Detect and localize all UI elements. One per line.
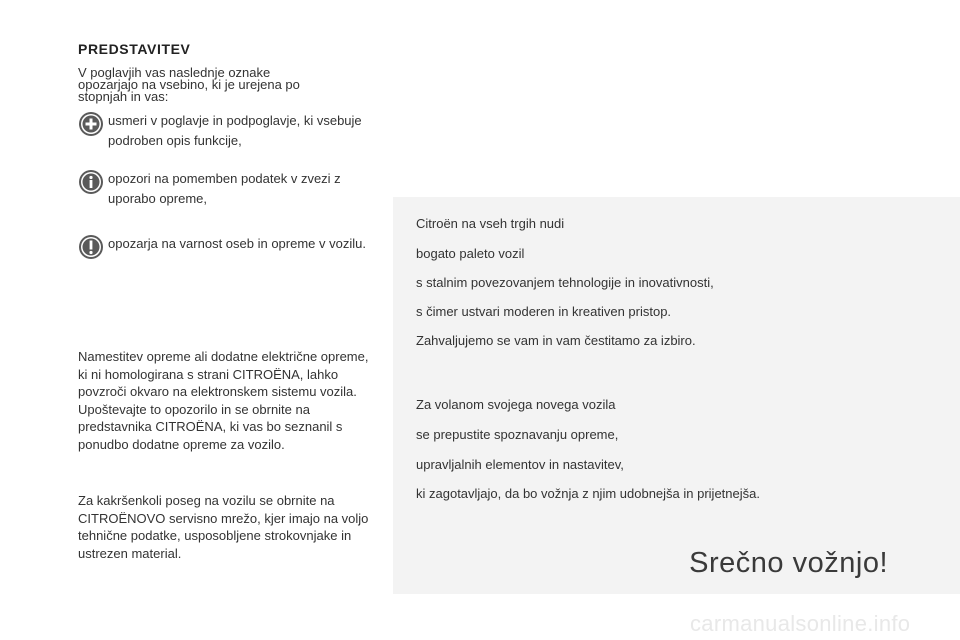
service-network-paragraph: Za kakršenkoli poseg na vozilu se obrnite na CITROËNOVO servisno mrežo, kjer imajo na voljo tehnične podatke, usposobljene strokovnjake in ustrezen material. [78, 493, 369, 561]
info-icon [78, 169, 104, 195]
legend-item-text: opozori na pomemben podatek v zvezi z uporabo opreme, [108, 171, 341, 206]
plus-icon [78, 111, 104, 137]
watermark: carmanualsonline.info [690, 611, 911, 636]
page-title: PREDSTAVITEV [78, 41, 191, 57]
welcome-panel [393, 197, 960, 594]
panel-line: Za volanom svojega novega vozila [416, 397, 616, 412]
legend-item-info [78, 169, 378, 219]
panel-line: Citroën na vseh trgih nudi [416, 216, 565, 231]
panel-line: ki zagotavljajo, da bo vožnja z njim udobnejša in prijetnejša. [416, 486, 760, 501]
legend-item-plus [78, 111, 378, 161]
legend-item-text: usmeri v poglavje in podpoglavje, ki vsebuje podroben opis funkcije, [108, 113, 362, 148]
panel-line: upravljalnih elementov in nastavitev, [416, 457, 624, 472]
closing-greeting: Srečno vožnjo! [689, 547, 888, 579]
intro-text: V poglavjih vas naslednje oznake opozarjajo na vsebino, ki je urejena po stopnjah in vas: [78, 65, 300, 104]
panel-line: s stalnim povezovanjem tehnologije in inovativnosti, [416, 275, 714, 290]
panel-line: s čimer ustvari moderen in kreativen pristop. [416, 304, 672, 319]
exclamation-icon [78, 234, 104, 260]
legend-item-warning [78, 234, 378, 284]
legend-item-text: opozarja na varnost oseb in opreme v vozilu. [108, 236, 366, 251]
panel-line: Zahvaljujemo se vam in vam čestitamo za izbiro. [416, 333, 696, 348]
accessory-warning-paragraph: Namestitev opreme ali dodatne električne opreme, ki ni homologirana s strani CITROËNA, lahko povzroči okvaro na elektronskem sistemu vozila. Upoštevajte to opozorilo in se obrnite na predstavnika CITROËNA, ki vas bo seznanil s ponudbo dodatne opreme za vozilo. [78, 349, 369, 452]
panel-line: bogato paleto vozil [416, 246, 525, 261]
panel-line: se prepustite spoznavanju opreme, [416, 427, 619, 442]
